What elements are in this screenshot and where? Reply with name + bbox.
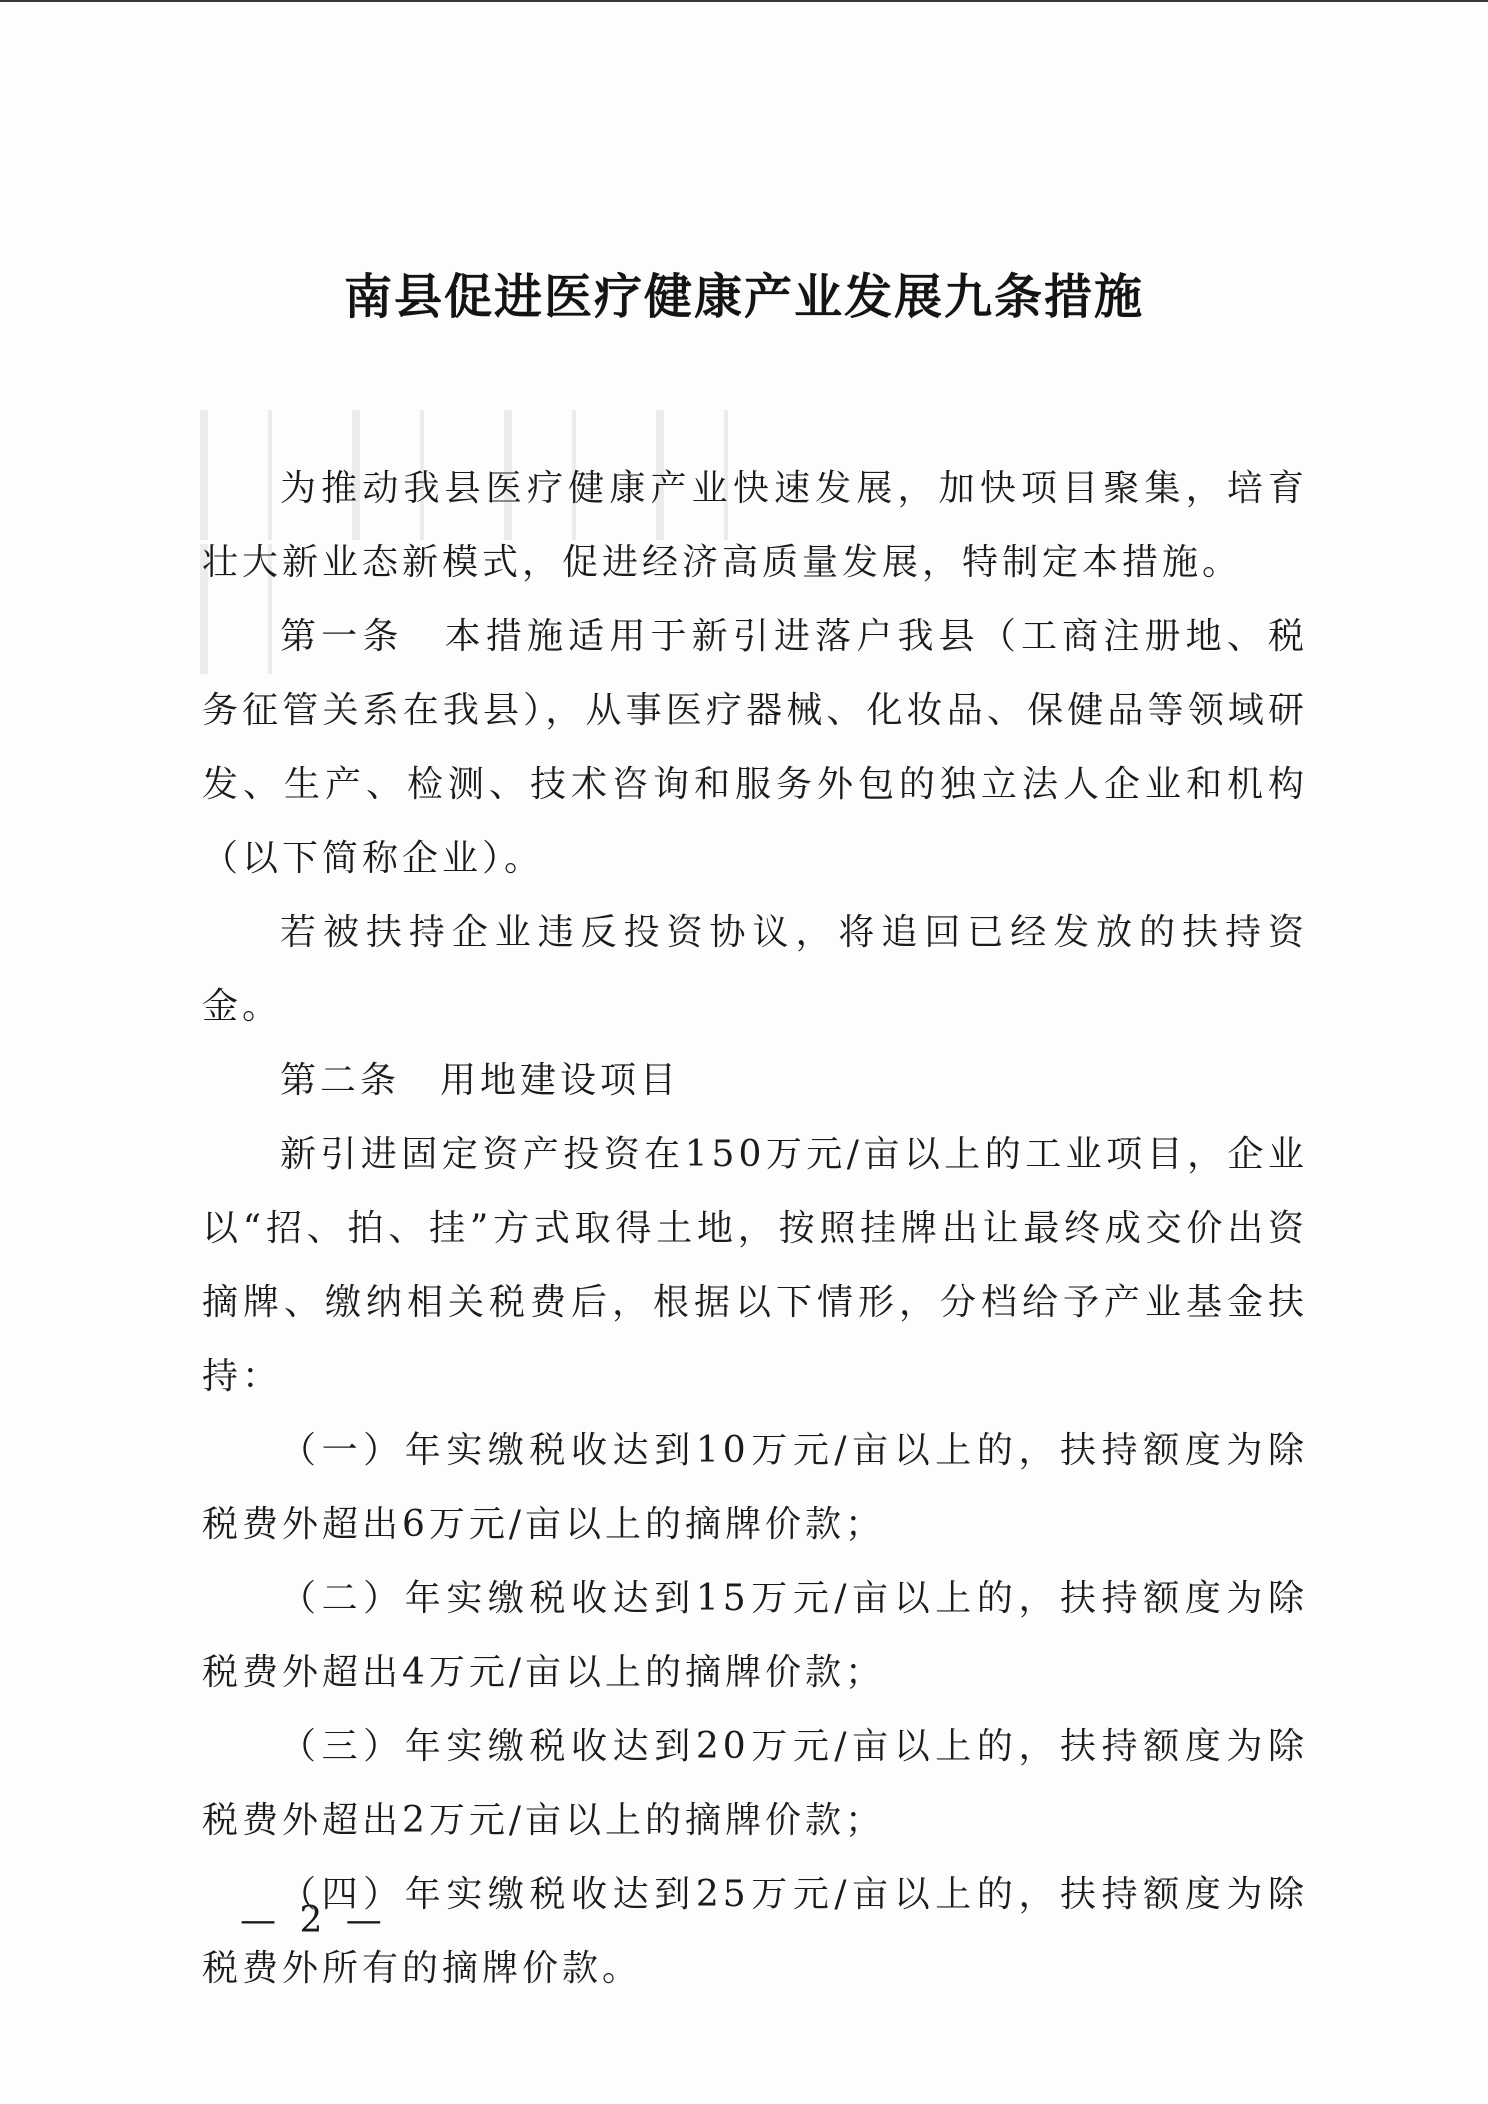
document-body xyxy=(202,452,1308,2006)
page-number: — 2 — xyxy=(240,1900,388,1941)
document-title: 南县促进医疗健康产业发展九条措施 xyxy=(343,269,1144,325)
paragraph-tier-1: （一）年实缴税收达到10万元/亩以上的，扶持额度为除税费外超出6万元/亩以上的摘牌价款； xyxy=(202,1430,1308,1545)
paragraph-tier-2: （二）年实缴税收达到15万元/亩以上的，扶持额度为除税费外超出4万元/亩以上的摘牌价款； xyxy=(202,1578,1308,1693)
paragraph-tier-3: （三）年实缴税收达到20万元/亩以上的，扶持额度为除税费外超出2万元/亩以上的摘牌价款； xyxy=(202,1726,1308,1841)
paragraph-clawback: 若被扶持企业违反投资协议，将追回已经发放的扶持资金。 xyxy=(202,912,1308,1027)
paragraph-article-1: 第一条 本措施适用于新引进落户我县（工商注册地、税务征管关系在我县），从事医疗器械、化妆品、保健品等领域研发、生产、检测、技术咨询和服务外包的独立法人企业和机构（以下简称企业）。 xyxy=(202,616,1308,879)
paragraph-article-2-heading: 第二条 用地建设项目 xyxy=(280,1060,681,1101)
paragraph-article-2-body: 新引进固定资产投资在150万元/亩以上的工业项目，企业以“招、拍、挂”方式取得土地，按照挂牌出让最终成交价出资摘牌、缴纳相关税费后，根据以下情形，分档给予产业基金扶持： xyxy=(202,1134,1308,1397)
page-top-edge xyxy=(0,0,1488,2)
paragraph-intro: 为推动我县医疗健康产业快速发展，加快项目聚集，培育壮大新业态新模式，促进经济高质量发展，特制定本措施。 xyxy=(202,468,1308,583)
paragraph-tier-4: （四）年实缴税收达到25万元/亩以上的，扶持额度为除税费外所有的摘牌价款。 xyxy=(202,1874,1308,1989)
